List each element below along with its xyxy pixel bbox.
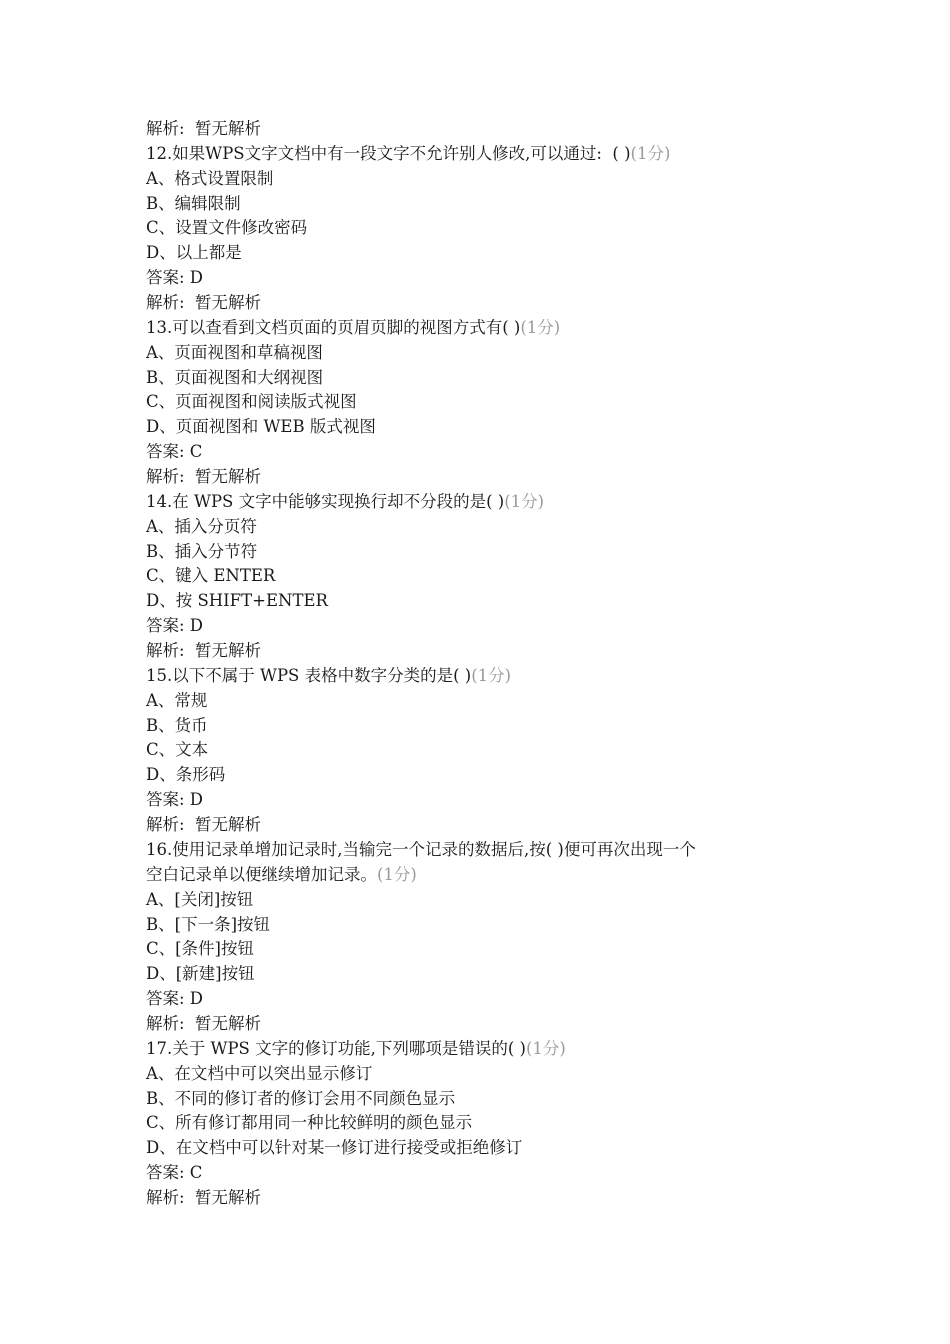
line-text: B、货币 <box>146 715 208 735</box>
text-line <box>146 1087 846 1112</box>
text-line <box>146 788 846 813</box>
text-line <box>146 888 846 913</box>
line-text: 答案: D <box>146 268 204 288</box>
line-text: A、页面视图和草稿视图 <box>146 342 323 362</box>
line-text: A、常规 <box>146 690 208 710</box>
text-line <box>146 117 846 142</box>
text-line <box>146 838 846 863</box>
text-line <box>146 564 846 589</box>
text-line <box>146 390 846 415</box>
text-line <box>146 540 846 565</box>
line-text: 解析: 暂无解析 <box>146 1187 262 1207</box>
line-text: 解析: 暂无解析 <box>146 293 262 313</box>
line-text: D、条形码 <box>146 765 226 785</box>
text-line <box>146 913 846 938</box>
line-text: B、编辑限制 <box>146 193 241 213</box>
text-line <box>146 142 846 167</box>
score-label: (1分) <box>520 317 561 337</box>
score-label: (1分) <box>630 143 671 163</box>
document-page <box>146 117 846 1211</box>
text-line <box>146 1111 846 1136</box>
line-text: 17.关于 WPS 文字的修订功能,下列哪项是错误的( ) <box>146 1038 526 1058</box>
score-label: (1分) <box>504 491 545 511</box>
text-line <box>146 415 846 440</box>
text-line <box>146 614 846 639</box>
line-text: B、页面视图和大纲视图 <box>146 367 324 387</box>
score-label: (1分) <box>471 665 512 685</box>
line-text: 解析: 暂无解析 <box>146 815 262 835</box>
text-line <box>146 515 846 540</box>
line-text: 解析: 暂无解析 <box>146 641 262 661</box>
line-text: B、插入分节符 <box>146 541 258 561</box>
text-line <box>146 316 846 341</box>
text-line <box>146 962 846 987</box>
line-text: 15.以下不属于 WPS 表格中数字分类的是( ) <box>146 665 472 685</box>
line-text: B、不同的修订者的修订会用不同颜色显示 <box>146 1088 456 1108</box>
line-text: 14.在 WPS 文字中能够实现换行却不分段的是( ) <box>146 491 505 511</box>
text-line <box>146 192 846 217</box>
line-text: C、文本 <box>146 740 209 760</box>
line-text: A、插入分页符 <box>146 516 257 536</box>
text-line <box>146 266 846 291</box>
line-text: B、[下一条]按钮 <box>146 914 270 934</box>
line-text: C、所有修订都用同一种比较鲜明的颜色显示 <box>146 1113 473 1133</box>
line-text: D、以上都是 <box>146 243 242 263</box>
line-text: D、在文档中可以针对某一修订进行接受或拒绝修订 <box>146 1138 523 1158</box>
line-text: 解析: 暂无解析 <box>146 119 262 138</box>
line-text: A、格式设置限制 <box>146 168 274 188</box>
line-text: D、页面视图和 WEB 版式视图 <box>146 417 376 437</box>
text-line <box>146 241 846 266</box>
line-text: C、页面视图和阅读版式视图 <box>146 392 357 412</box>
text-line <box>146 1136 846 1161</box>
text-line <box>146 763 846 788</box>
score-label: (1分) <box>377 864 417 884</box>
text-line <box>146 639 846 664</box>
text-line <box>146 1161 846 1186</box>
line-text: 答案: D <box>146 616 204 636</box>
line-text: A、在文档中可以突出显示修订 <box>146 1063 373 1083</box>
text-line <box>146 1012 846 1037</box>
line-text: 答案: D <box>146 790 204 810</box>
line-text: C、[条件]按钮 <box>146 939 254 959</box>
text-line <box>146 1037 846 1062</box>
text-line <box>146 490 846 515</box>
text-line <box>146 987 846 1012</box>
line-text: C、设置文件修改密码 <box>146 218 308 238</box>
line-text: C、键入 ENTER <box>146 566 276 586</box>
line-text: 答案: D <box>146 989 204 1009</box>
text-line <box>146 1062 846 1087</box>
text-line <box>146 216 846 241</box>
line-text: 解析: 暂无解析 <box>146 1013 262 1033</box>
line-text: 答案: C <box>146 1163 203 1183</box>
text-line <box>146 589 846 614</box>
line-text: D、[新建]按钮 <box>146 964 255 984</box>
text-line <box>146 1186 846 1211</box>
line-text: 解析: 暂无解析 <box>146 467 262 487</box>
text-line <box>146 167 846 192</box>
line-text: D、按 SHIFT+ENTER <box>146 591 328 611</box>
line-text: 空白记录单以便继续增加记录。 <box>146 864 377 884</box>
text-line <box>146 863 846 888</box>
text-line <box>146 465 846 490</box>
text-line <box>146 664 846 689</box>
score-label: (1分) <box>525 1038 566 1058</box>
line-text: A、[关闭]按钮 <box>146 889 254 909</box>
text-line <box>146 738 846 763</box>
text-line <box>146 813 846 838</box>
text-line <box>146 714 846 739</box>
text-line <box>146 937 846 962</box>
line-text: 答案: C <box>146 442 203 462</box>
line-text: 12.如果WPS文字文档中有一段文字不允许别人修改,可以通过: ( ) <box>146 143 631 163</box>
text-line <box>146 366 846 391</box>
line-text: 16.使用记录单增加记录时,当输完一个记录的数据后,按( )便可再次出现一个 <box>146 839 696 859</box>
line-text: 13.可以查看到文档页面的页眉页脚的视图方式有( ) <box>146 317 521 337</box>
text-line <box>146 689 846 714</box>
text-line <box>146 341 846 366</box>
text-line <box>146 440 846 465</box>
text-line <box>146 291 846 316</box>
